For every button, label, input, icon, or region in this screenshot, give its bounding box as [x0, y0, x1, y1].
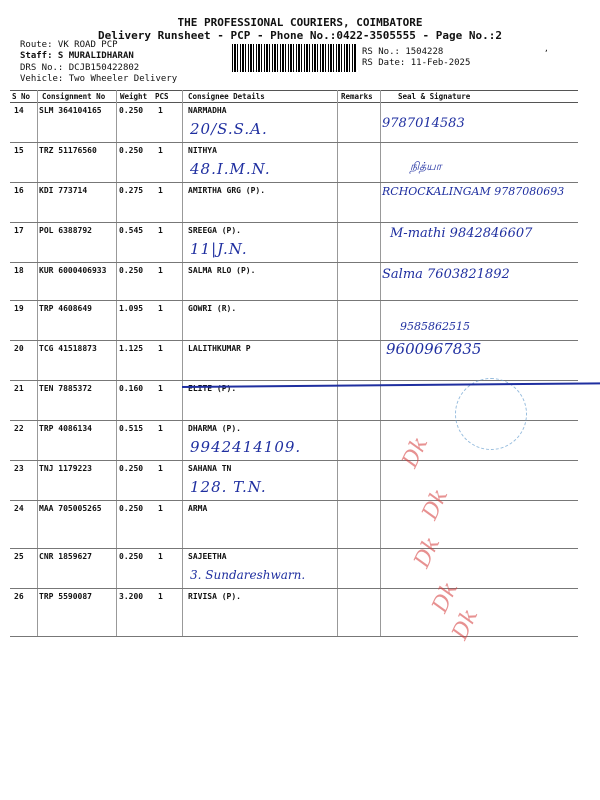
- runsheet-title: Delivery Runsheet - PCP - Phone No.:0422-3505555 - Page No.:2: [98, 29, 502, 42]
- table-row: [10, 102, 578, 142]
- red-stamp-signature: Dk: [417, 485, 454, 524]
- row-sno: 20: [14, 344, 24, 353]
- row-sno: 19: [14, 304, 24, 313]
- handwritten-address: 20/S.S.A.: [190, 120, 268, 138]
- row-sno: 26: [14, 592, 24, 601]
- seal-stamp: [455, 378, 527, 450]
- row-pcs: 1: [158, 384, 163, 393]
- row-sno: 23: [14, 464, 24, 473]
- row-weight: 0.545: [119, 226, 144, 235]
- row-pcs: 1: [158, 464, 163, 473]
- row-weight: 0.250: [119, 106, 144, 115]
- vehicle-label: Vehicle: Two Wheeler Delivery: [20, 74, 178, 84]
- row-weight: 0.160: [119, 384, 144, 393]
- row-sno: 15: [14, 146, 24, 155]
- table-row: [10, 182, 578, 222]
- table-row: [10, 340, 578, 380]
- row-consignee-name: LALITHKUMAR P: [188, 344, 251, 353]
- row-consignee-name: NITHYA: [188, 146, 217, 155]
- row-consignment: TCG 41518873: [39, 344, 97, 353]
- drs-label: DRS No.: DCJB150422802: [20, 63, 140, 73]
- row-pcs: 1: [158, 106, 163, 115]
- row-sno: 14: [14, 106, 24, 115]
- row-pcs: 1: [158, 592, 163, 601]
- rs-date: RS Date: 11-Feb-2025: [362, 58, 471, 68]
- row-consignee-name: SALMA RLO (P).: [188, 266, 256, 275]
- row-weight: 1.125: [119, 344, 144, 353]
- red-stamp-signature: Dk: [427, 578, 464, 617]
- row-pcs: 1: [158, 504, 163, 513]
- table-row: [10, 142, 578, 182]
- table-row: [10, 460, 578, 500]
- row-consignee-name: RIVISA (P).: [188, 592, 241, 601]
- row-sno: 25: [14, 552, 24, 561]
- row-consignment: SLM 364104165: [39, 106, 102, 115]
- row-sno: 16: [14, 186, 24, 195]
- row-pcs: 1: [158, 552, 163, 561]
- row-sno: 17: [14, 226, 24, 235]
- row-pcs: 1: [158, 226, 163, 235]
- handwritten-signature: Salma 7603821892: [382, 267, 510, 282]
- row-consignee-name: DHARMA (P).: [188, 424, 241, 433]
- row-weight: 0.250: [119, 504, 144, 513]
- col-consignee: Consignee Details: [188, 92, 265, 101]
- row-consignment: TNJ 1179223: [39, 464, 92, 473]
- red-stamp-signature: Dk: [447, 605, 484, 644]
- col-seal-signature: Seal & Signature: [398, 92, 471, 101]
- row-consignment: TRP 4608649: [39, 304, 92, 313]
- handwritten-signature: 9600967835: [386, 340, 482, 358]
- row-consignment: CNR 1859627: [39, 552, 92, 561]
- row-consignment: TRZ 51176560: [39, 146, 97, 155]
- col-consignment: Consignment No: [42, 92, 106, 101]
- handwritten-signature: M-mathi 9842846607: [390, 226, 533, 241]
- row-consignee-name: ELITE (P).: [188, 384, 237, 393]
- row-consignee-name: SAHANA TN: [188, 464, 232, 473]
- row-consignment: POL 6388792: [39, 226, 92, 235]
- row-consignee-name: SREEGA (P).: [188, 226, 241, 235]
- row-pcs: 1: [158, 266, 163, 275]
- barcode-image: [232, 44, 356, 72]
- row-consignment: KUR 6000406933: [39, 266, 107, 275]
- row-consignee-name: SAJEETHA: [188, 552, 227, 561]
- company-title: THE PROFESSIONAL COURIERS, COIMBATORE: [177, 16, 423, 29]
- red-stamp-signature: Dk: [409, 533, 446, 572]
- staff-label: Staff: S MURALIDHARAN: [20, 51, 134, 61]
- row-weight: 0.275: [119, 186, 144, 195]
- row-sno: 24: [14, 504, 24, 513]
- row-consignment: MAA 705005265: [39, 504, 102, 513]
- row-weight: 1.095: [119, 304, 144, 313]
- row-pcs: 1: [158, 304, 163, 313]
- table-row: [10, 222, 578, 262]
- row-sno: 22: [14, 424, 24, 433]
- row-consignee-name: AMIRTHA GRG (P).: [188, 186, 266, 195]
- row-consignee-name: NARMADHA: [188, 106, 227, 115]
- row-pcs: 1: [158, 344, 163, 353]
- col-sno: S No: [12, 92, 31, 101]
- col-pcs: PCS: [155, 92, 169, 101]
- row-consignment: TEN 7885372: [39, 384, 92, 393]
- handwritten-address: 128. T.N.: [190, 478, 267, 496]
- row-pcs: 1: [158, 186, 163, 195]
- col-remarks: Remarks: [341, 92, 373, 101]
- row-consignee-name: GOWRI (R).: [188, 304, 237, 313]
- table-row: [10, 300, 578, 340]
- red-stamp-signature: Dk: [397, 433, 434, 472]
- row-consignment: KDI 773714: [39, 186, 88, 195]
- row-weight: 3.200: [119, 592, 144, 601]
- table-row: [10, 500, 578, 548]
- row-sno: 21: [14, 384, 24, 393]
- handwritten-signature: நித்யா: [410, 160, 442, 173]
- col-weight: Weight: [120, 92, 148, 101]
- row-weight: 0.250: [119, 552, 144, 561]
- row-pcs: 1: [158, 424, 163, 433]
- row-consignment: TRP 5590087: [39, 592, 92, 601]
- handwritten-signature: 9787014583: [382, 116, 465, 131]
- corner-mark: ,: [544, 44, 549, 53]
- handwritten-address: 11|J.N.: [190, 240, 248, 258]
- handwritten-address: 9942414109.: [190, 438, 302, 456]
- table-row: [10, 262, 578, 300]
- row-weight: 0.250: [119, 146, 144, 155]
- rs-number: RS No.: 1504228: [362, 47, 444, 57]
- row-pcs: 1: [158, 146, 163, 155]
- row-weight: 0.250: [119, 266, 144, 275]
- handwritten-signature: 9585862515: [400, 320, 470, 333]
- route-label: Route: VK ROAD PCP: [20, 40, 118, 50]
- handwritten-address: 3. Sundareshwarn.: [190, 568, 306, 582]
- row-weight: 0.515: [119, 424, 144, 433]
- row-consignment: TRP 4086134: [39, 424, 92, 433]
- table-row: [10, 588, 578, 636]
- row-weight: 0.250: [119, 464, 144, 473]
- handwritten-address: 48.I.M.N.: [190, 160, 271, 178]
- row-sno: 18: [14, 266, 24, 275]
- row-consignee-name: ARMA: [188, 504, 208, 513]
- handwritten-signature: RCHOCKALINGAM 9787080693: [382, 185, 565, 198]
- table-row: [10, 548, 578, 588]
